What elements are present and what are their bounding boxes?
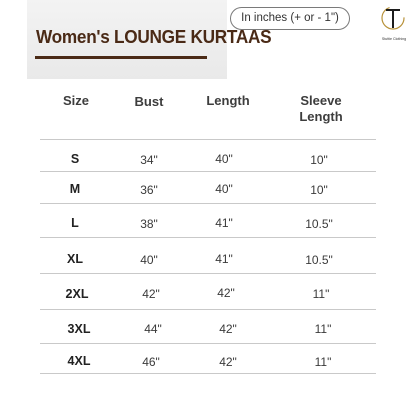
cell-size: L	[71, 216, 79, 230]
cell-length: 40"	[215, 182, 233, 196]
table-rule	[40, 343, 376, 344]
table-rule	[40, 139, 376, 140]
cell-size: 3XL	[67, 322, 91, 336]
cell-sleeve: 10.5"	[305, 253, 333, 267]
table-rule	[40, 309, 376, 310]
cell-length: 41"	[215, 252, 233, 266]
page-title: Women's LOUNGE KURTAAS	[36, 26, 272, 47]
table-rule	[40, 373, 376, 374]
cell-size: M	[69, 182, 81, 196]
brand-monogram-logo	[378, 4, 410, 44]
table-rule	[40, 273, 376, 274]
table-rule	[40, 171, 376, 172]
cell-bust: 36"	[140, 183, 158, 197]
cell-bust: 34"	[140, 153, 158, 167]
header-sleeve-length: Sleeve Length	[299, 93, 343, 124]
header-bust: Bust	[134, 94, 164, 109]
cell-length: 40"	[215, 152, 233, 166]
unit-note-badge: In inches (+ or - 1")	[230, 7, 350, 30]
cell-sleeve: 11"	[314, 355, 332, 369]
cell-bust: 40"	[140, 253, 158, 267]
cell-bust: 46"	[142, 355, 160, 369]
header-length: Length	[206, 93, 250, 108]
cell-sleeve: 10"	[310, 153, 328, 167]
table-rule	[40, 203, 376, 204]
cell-sleeve: 11"	[314, 322, 332, 336]
cell-sleeve: 10.5"	[305, 217, 333, 231]
cell-sleeve: 11"	[312, 287, 330, 301]
logo-text: Stuttie Clothing	[381, 37, 407, 41]
cell-bust: 44"	[144, 322, 162, 336]
cell-length: 42"	[219, 355, 237, 369]
cell-bust: 38"	[140, 217, 158, 231]
cell-size: S	[70, 152, 80, 166]
header-size: Size	[62, 93, 89, 108]
cell-length: 42"	[219, 322, 237, 336]
title-underline	[35, 56, 207, 59]
cell-size: XL	[67, 252, 83, 266]
cell-size: 4XL	[67, 354, 91, 368]
cell-bust: 42"	[142, 287, 160, 301]
table-rule	[40, 237, 376, 238]
cell-size: 2XL	[65, 287, 89, 301]
cell-length: 42"	[217, 286, 235, 300]
cell-sleeve: 10"	[310, 183, 328, 197]
cell-length: 41"	[215, 216, 233, 230]
